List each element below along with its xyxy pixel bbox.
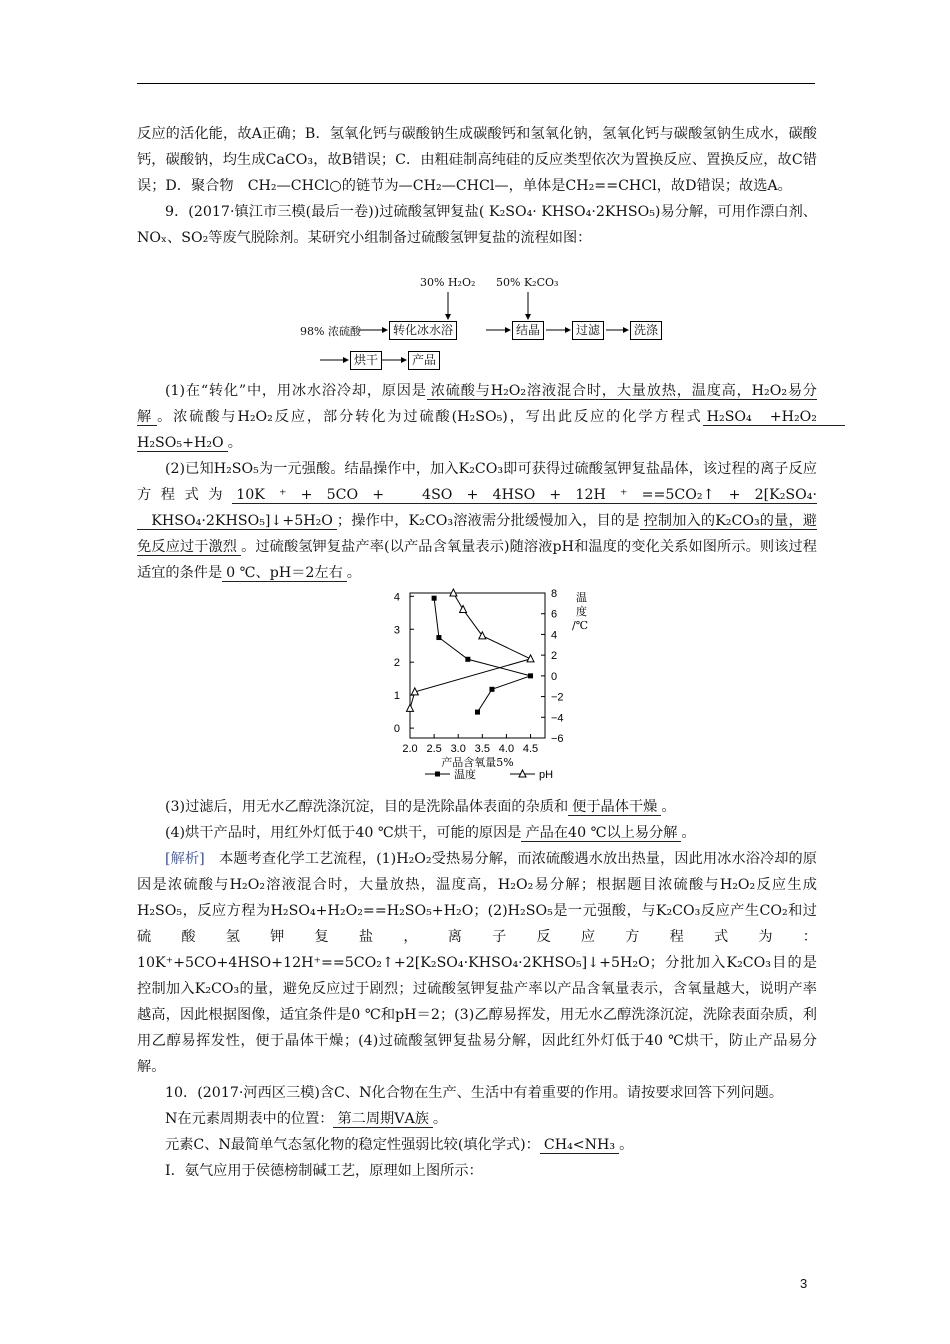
q9-2-text-d: 。	[346, 565, 361, 581]
point-温度	[489, 687, 494, 692]
right-axis-label-2: 度	[576, 605, 587, 618]
q9-4-text-a: (4)烘干产品时，用红外灯低于40 ℃烘干，可能的原因是	[165, 825, 522, 841]
q10-a-end: 。	[432, 1111, 448, 1127]
question-10-stem: 10．(2017·河西区三模)含C、N化合物在生产、生活中有着重要的作用。请按要求回答下列问题。	[165, 1085, 783, 1101]
point-pH	[407, 704, 414, 711]
x-axis-label: 产品含氧量5%	[441, 756, 514, 769]
left-tick-label: 3	[393, 624, 400, 637]
x-tick-label: 4.5	[522, 743, 539, 755]
right-axis-label-3: /℃	[572, 619, 589, 632]
question-10-b	[137, 1132, 817, 1158]
flow-step-convert: 转化冰水浴	[389, 321, 457, 340]
series-line-pH	[410, 593, 531, 708]
legend-label-temp: 温度	[454, 768, 476, 781]
q9-2-answer-a: 10K ⁺ + 5CO + 4SO + 4HSO + 12H ⁺ ==5CO₂↑ + 2[K₂SO₄· KHSO₄·2KHSO₅]↓+5H₂O	[137, 487, 817, 529]
point-pH	[460, 605, 467, 612]
question-9-part-2	[137, 456, 817, 586]
yield-chart-svg	[350, 585, 610, 785]
x-tick-label: 4.0	[498, 743, 515, 755]
question-9-part-3	[137, 794, 817, 820]
right-tick-label: 6	[551, 608, 558, 621]
question-9-part-4	[137, 820, 817, 846]
x-tick-label: 3.5	[474, 743, 490, 755]
x-tick-label: 2.5	[426, 743, 442, 755]
left-tick-label: 1	[393, 690, 400, 703]
point-温度	[436, 635, 441, 640]
q9-4-text-b: 。	[681, 825, 696, 841]
page-number: 3	[800, 1276, 808, 1291]
process-flow-diagram	[300, 272, 700, 372]
yield-chart	[350, 585, 610, 785]
q9-2-text-c: 。过硫酸氢钾复盐产率(以产品含氧量表示)随溶液pH和温度的变化关系如图所示。则该过程适宜的条件是	[137, 539, 817, 581]
q9-1-text-b: 。浓硫酸与H₂O₂反应，部分转化为过硫酸(H₂SO₅)，写出此反应的化学方程式	[157, 409, 703, 425]
q9-2-text-a: (2)已知H₂SO₅为一元强酸。结晶操作中，加入K₂CO₃即可获得过硫酸氢钾复盐晶体，该过程的离子反应方程式为	[137, 461, 817, 503]
right-tick-label: 2	[551, 650, 558, 663]
right-tick-label: −4	[551, 712, 564, 725]
q9-4-answer: 产品在40 ℃以上易分解	[521, 825, 681, 842]
q9-2-text-b: ；操作中，K₂CO₃溶液需分批缓慢加入，目的是	[336, 513, 640, 529]
q10-b-end: 。	[619, 1137, 634, 1153]
left-tick-label: 4	[393, 591, 400, 604]
q9-1-text-a: (1)在“转化”中，用冰水浴冷却，原因是	[165, 383, 427, 399]
flow-step-crystallize: 结晶	[512, 321, 544, 340]
x-tick-label: 3.0	[450, 743, 466, 755]
flow-product: 产品	[408, 351, 440, 370]
q9-1-text-c: 。	[227, 435, 242, 451]
flow-step-dry: 烘干	[350, 351, 382, 370]
legend-label-ph: pH	[539, 769, 554, 781]
flow-start: 98% 浓硫酸	[300, 325, 361, 338]
right-tick-label: −2	[551, 691, 564, 704]
q9-1-answer-b: H₂SO₄ +H₂O₂ H₂SO₅+H₂O	[137, 409, 846, 451]
q9-3-text-b: 。	[661, 799, 676, 815]
point-温度	[528, 673, 533, 678]
question-9-stem: 9．(2017·镇江市三模(最后一卷))过硫酸氢钾复盐( K₂SO₄· KHSO₄·2KHSO₅)易分解，可用作漂白剂、NOₓ、SO₂等废气脱除剂。某研究小组制备过硫酸氢钾复盐的流程如图：	[137, 204, 817, 246]
chart-frame	[410, 593, 545, 738]
q10-a-answer: 第二周期ⅤA族	[333, 1111, 432, 1128]
legend-marker-temp	[435, 772, 440, 777]
q9-3-text-a: (3)过滤后，用无水乙醇洗涤沉淀，目的是洗除晶体表面的杂质和	[165, 799, 569, 815]
x-tick-label: 2.0	[402, 743, 418, 755]
flow-reagent-k2co3: 50% K₂CO₃	[496, 276, 559, 289]
question-10-a	[137, 1106, 817, 1132]
analysis-tag: [解析]	[165, 851, 205, 867]
point-pH	[527, 655, 534, 662]
flow-step-filter: 过滤	[572, 321, 604, 340]
page-text	[137, 121, 817, 251]
header-rule	[137, 83, 815, 84]
point-温度	[475, 710, 480, 715]
right-tick-label: 4	[551, 629, 558, 642]
question-9-part-1	[137, 378, 846, 456]
question-10-c: Ⅰ．氨气应用于侯德榜制碱工艺，原理如上图所示：	[165, 1163, 483, 1179]
right-tick-label: 0	[551, 670, 558, 683]
left-tick-label: 0	[393, 723, 400, 736]
point-温度	[465, 657, 470, 662]
series-line-温度	[434, 598, 530, 712]
q10-b-answer: CH₄<NH₃	[540, 1137, 619, 1154]
q9-1-answer-a: 浓硫酸与H₂O₂溶液混合时，大量放热，温度高，H₂O₂易分解	[137, 383, 817, 425]
right-axis-label-1: 温	[576, 591, 587, 604]
q9-2-answer-c: 0 ℃、pH＝2左右	[222, 565, 347, 582]
left-tick-label: 2	[393, 657, 400, 670]
page-text-3	[137, 794, 817, 1184]
q9-2-answer-b: 控制加入的K₂CO₃的量，避免反应过于激烈	[137, 513, 817, 555]
right-tick-label: 8	[551, 588, 558, 600]
q10-a-text: N在元素周期表中的位置：	[165, 1111, 334, 1127]
flow-reagent-h2o2: 30% H₂O₂	[420, 276, 476, 289]
paragraph-prev-answer: 反应的活化能，故A正确；B．氢氧化钙与碳酸钠生成碳酸钙和氢氧化钠，氢氧化钙与碳酸氢钠生成水，碳酸钙，碳酸钠，均生成CaCO₃，故B错误；C．由粗硅制高纯硅的反应类型依次为置换反应、置换反应，故C错误；D．聚合物 CH₂—CHCl○的链节为—CH₂—CHCl—，单体是CH₂==CHCl，故D错误；故选A。	[137, 126, 817, 194]
right-tick-label: −6	[551, 733, 564, 745]
analysis-paragraph	[137, 846, 817, 1080]
q9-3-answer: 便于晶体干燥	[568, 799, 661, 816]
q10-b-text: 元素C、N最简单气态氢化物的稳定性强弱比较(填化学式)：	[165, 1137, 540, 1153]
flow-step-wash: 洗涤	[630, 321, 662, 340]
point-温度	[432, 596, 437, 601]
page-text-2	[137, 378, 846, 586]
analysis-text: 本题考查化学工艺流程，(1)H₂O₂受热易分解，而浓硫酸遇水放出热量，因此用冰水浴冷却的原因是浓硫酸与H₂O₂溶液混合时，大量放热，温度高，H₂O₂易分解；根据题目浓硫酸与H₂O₂反应生成H₂SO₅，反应方程为H₂SO₄+H₂O₂==H₂SO₅+H₂O；(2)H₂SO₅是一元强酸，与K₂CO₃反应产生CO₂和过硫酸氢钾复盐，离子反应方程式为：10K⁺+5CO+4HSO+12H⁺==5CO₂↑+2[K₂SO₄·KHSO₄·2KHSO₅]↓+5H₂O；分批加入K₂CO₃目的是控制加入K₂CO₃的量，避免反应过于剧烈；过硫酸氢钾复盐产率以产品含氧量表示，含氧量越大，说明产率越高，因此根据图像，适宜条件是0 ℃和pH＝2；(3)乙醇易挥发，用无水乙醇洗涤沉淀，洗除表面杂质，利用乙醇易挥发性，便于晶体干燥；(4)过硫酸氢钾复盐易分解，因此红外灯低于40 ℃烘干，防止产品易分解。	[137, 851, 817, 1075]
